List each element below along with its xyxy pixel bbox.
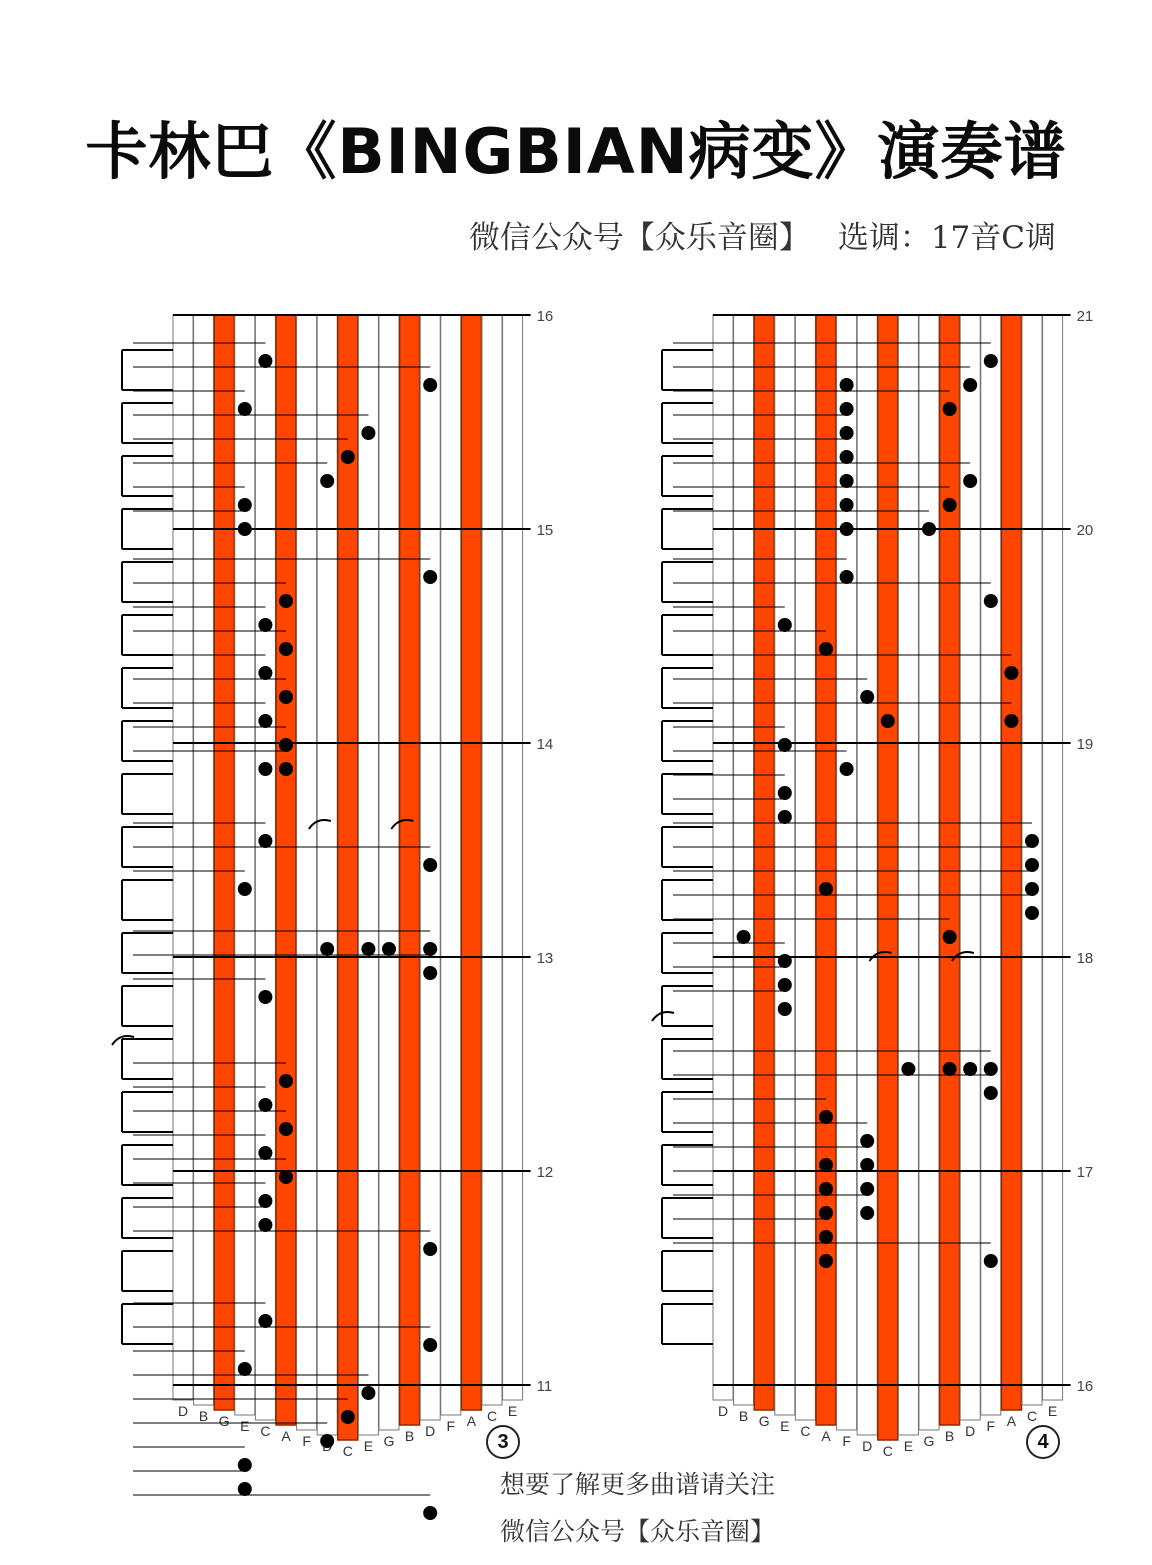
note-dot bbox=[860, 1134, 874, 1148]
beat-bracket bbox=[122, 403, 173, 443]
tine-label: D bbox=[965, 1423, 976, 1439]
note-dot bbox=[943, 402, 957, 416]
note-dot bbox=[860, 1182, 874, 1196]
measure-number: 17 bbox=[1076, 1164, 1094, 1181]
measure-number: 19 bbox=[1076, 736, 1094, 753]
beat-bracket bbox=[662, 456, 713, 496]
note-dot bbox=[238, 882, 252, 896]
beat-bracket bbox=[122, 1092, 173, 1132]
beat-bracket bbox=[662, 1304, 713, 1344]
measure-number: 16 bbox=[536, 308, 554, 325]
note-dot bbox=[258, 834, 272, 848]
note-dot bbox=[361, 426, 375, 440]
tine-label: E bbox=[780, 1418, 790, 1434]
note-dot bbox=[279, 1122, 293, 1136]
subtitle bbox=[441, 212, 1056, 257]
account-label: 微信公众号【众乐音圈】 bbox=[468, 220, 810, 256]
note-dot bbox=[840, 762, 854, 776]
tine-label: A bbox=[821, 1428, 831, 1444]
note-dot bbox=[778, 810, 792, 824]
tine-label: F bbox=[302, 1433, 311, 1449]
measure-number: 20 bbox=[1076, 522, 1094, 539]
note-dot bbox=[238, 1482, 252, 1496]
note-dot bbox=[258, 354, 272, 368]
beat-bracket bbox=[662, 403, 713, 443]
tine-label: D bbox=[862, 1438, 873, 1454]
tine-label: G bbox=[923, 1433, 935, 1449]
tine-a bbox=[461, 315, 481, 1410]
measure-number: 14 bbox=[536, 736, 554, 753]
note-dot bbox=[1025, 858, 1039, 872]
page-number-badge: 3 bbox=[486, 1425, 520, 1459]
note-dot bbox=[320, 942, 334, 956]
note-dot bbox=[423, 378, 437, 392]
beat-bracket bbox=[122, 615, 173, 655]
beat-bracket bbox=[122, 1304, 173, 1344]
note-dot bbox=[258, 618, 272, 632]
beat-bracket bbox=[122, 668, 173, 708]
tine-label: C bbox=[1026, 1408, 1038, 1424]
tine-label: F bbox=[986, 1418, 996, 1434]
tine-c bbox=[482, 315, 502, 1405]
tine-label: B bbox=[944, 1428, 955, 1444]
note-dot bbox=[778, 738, 792, 752]
note-dot bbox=[238, 402, 252, 416]
tine-label: A bbox=[466, 1413, 477, 1429]
tine-c bbox=[795, 315, 815, 1420]
tine-label: D bbox=[425, 1423, 436, 1439]
tine-d bbox=[713, 315, 733, 1400]
measure-number: 16 bbox=[1076, 1378, 1094, 1395]
note-dot bbox=[819, 642, 833, 656]
tine-b bbox=[194, 315, 214, 1405]
tine-c bbox=[338, 315, 358, 1440]
note-dot bbox=[778, 954, 792, 968]
beat-bracket bbox=[662, 774, 713, 814]
tine-g bbox=[754, 315, 774, 1410]
note-dot bbox=[778, 618, 792, 632]
tine-label: G bbox=[758, 1413, 770, 1429]
tine-c bbox=[878, 315, 898, 1440]
beat-bracket bbox=[662, 615, 713, 655]
score-sheet-right bbox=[650, 300, 1130, 1460]
note-dot bbox=[737, 930, 751, 944]
note-dot bbox=[943, 930, 957, 944]
tine-d bbox=[857, 315, 877, 1435]
beat-bracket bbox=[662, 1198, 713, 1238]
footer-follow-text: 想要了解更多曲谱请关注 bbox=[500, 1470, 776, 1499]
beat-bracket bbox=[122, 350, 173, 390]
tine-label: F bbox=[446, 1418, 456, 1434]
tine-label: E bbox=[240, 1418, 250, 1434]
note-dot bbox=[1004, 666, 1018, 680]
note-dot bbox=[860, 1158, 874, 1172]
tine-label: E bbox=[1047, 1403, 1058, 1419]
beat-bracket bbox=[122, 1251, 173, 1291]
measure-number: 21 bbox=[1076, 308, 1094, 325]
note-dot bbox=[840, 498, 854, 512]
tine-e bbox=[358, 315, 378, 1435]
note-dot bbox=[819, 1206, 833, 1220]
note-dot bbox=[423, 570, 437, 584]
beat-bracket bbox=[662, 880, 713, 920]
note-dot bbox=[361, 1386, 375, 1400]
note-dot bbox=[943, 1062, 957, 1076]
beat-bracket bbox=[122, 562, 173, 602]
measure-number: 13 bbox=[536, 950, 554, 967]
note-dot bbox=[881, 714, 895, 728]
note-dot bbox=[984, 354, 998, 368]
tine-label: E bbox=[507, 1403, 518, 1419]
note-dot bbox=[238, 1362, 252, 1376]
note-dot bbox=[258, 1218, 272, 1232]
beat-bracket bbox=[122, 933, 173, 973]
note-dot bbox=[1025, 882, 1039, 896]
note-dot bbox=[238, 1458, 252, 1472]
note-dot bbox=[238, 498, 252, 512]
footer-account-text: 微信公众号【众乐音圈】 bbox=[500, 1517, 776, 1546]
tine-b bbox=[940, 315, 960, 1425]
tine-label: A bbox=[281, 1428, 291, 1444]
note-dot bbox=[258, 1146, 272, 1160]
measure-number: 15 bbox=[536, 522, 554, 539]
tine-label: C bbox=[342, 1443, 353, 1459]
beat-bracket bbox=[122, 774, 173, 814]
note-dot bbox=[778, 978, 792, 992]
tine-e bbox=[898, 315, 918, 1435]
note-dot bbox=[963, 1062, 977, 1076]
note-dot bbox=[860, 1206, 874, 1220]
note-dot bbox=[984, 594, 998, 608]
beat-bracket bbox=[662, 1145, 713, 1185]
tine-e bbox=[503, 315, 523, 1400]
beat-bracket bbox=[122, 509, 173, 549]
note-dot bbox=[423, 1338, 437, 1352]
note-dot bbox=[423, 1506, 437, 1520]
beat-bracket bbox=[122, 986, 173, 1026]
beat-bracket bbox=[122, 1039, 173, 1079]
beat-bracket bbox=[662, 1092, 713, 1132]
tine-label: B bbox=[738, 1408, 749, 1424]
score-svg bbox=[650, 300, 1130, 1460]
beat-bracket bbox=[662, 350, 713, 390]
tine-label: A bbox=[1006, 1413, 1017, 1429]
beat-bracket bbox=[662, 986, 713, 1026]
note-dot bbox=[840, 474, 854, 488]
tine-label: E bbox=[903, 1438, 914, 1454]
note-dot bbox=[258, 714, 272, 728]
note-dot bbox=[279, 1074, 293, 1088]
note-dot bbox=[819, 1110, 833, 1124]
note-dot bbox=[238, 522, 252, 536]
tine-label: B bbox=[404, 1428, 415, 1444]
tine-d bbox=[173, 315, 193, 1400]
note-dot bbox=[341, 1410, 355, 1424]
note-dot bbox=[840, 570, 854, 584]
note-dot bbox=[258, 1194, 272, 1208]
note-dot bbox=[320, 1434, 334, 1448]
note-dot bbox=[341, 450, 355, 464]
tine-b bbox=[400, 315, 420, 1425]
note-dot bbox=[258, 990, 272, 1004]
beat-bracket bbox=[662, 1039, 713, 1079]
note-dot bbox=[778, 786, 792, 800]
tine-f bbox=[441, 315, 461, 1415]
note-dot bbox=[361, 942, 375, 956]
note-dot bbox=[382, 942, 396, 956]
note-dot bbox=[279, 738, 293, 752]
note-dot bbox=[840, 426, 854, 440]
tine-label: C bbox=[260, 1423, 271, 1439]
note-dot bbox=[279, 642, 293, 656]
tine-label: C bbox=[486, 1408, 498, 1424]
tine-e bbox=[775, 315, 795, 1415]
note-dot bbox=[819, 1158, 833, 1172]
tine-g bbox=[379, 315, 399, 1430]
note-dot bbox=[860, 690, 874, 704]
note-dot bbox=[901, 1062, 915, 1076]
note-dot bbox=[423, 942, 437, 956]
beat-bracket bbox=[662, 668, 713, 708]
tine-e bbox=[235, 315, 255, 1415]
note-dot bbox=[840, 450, 854, 464]
note-dot bbox=[943, 498, 957, 512]
page-number-badge: 4 bbox=[1026, 1425, 1060, 1459]
tine-a bbox=[1001, 315, 1021, 1410]
note-dot bbox=[1004, 714, 1018, 728]
page-title: 卡林巴《BINGBIAN病变》演奏谱 bbox=[85, 115, 1067, 188]
note-dot bbox=[819, 1182, 833, 1196]
note-dot bbox=[840, 378, 854, 392]
beat-bracket bbox=[122, 1145, 173, 1185]
note-dot bbox=[963, 474, 977, 488]
tine-label: E bbox=[363, 1438, 374, 1454]
beat-bracket bbox=[122, 880, 173, 920]
score-sheet-left bbox=[110, 300, 590, 1460]
note-dot bbox=[1025, 834, 1039, 848]
tine-label: G bbox=[383, 1433, 395, 1449]
note-dot bbox=[423, 1242, 437, 1256]
tine-c bbox=[255, 315, 275, 1420]
tine-g bbox=[919, 315, 939, 1430]
note-dot bbox=[840, 402, 854, 416]
note-dot bbox=[279, 594, 293, 608]
measure-number: 18 bbox=[1076, 950, 1094, 967]
tine-label: C bbox=[882, 1443, 893, 1459]
note-dot bbox=[984, 1086, 998, 1100]
score-svg bbox=[110, 300, 590, 1460]
note-dot bbox=[423, 966, 437, 980]
note-dot bbox=[279, 762, 293, 776]
note-dot bbox=[778, 1002, 792, 1016]
tine-b bbox=[734, 315, 754, 1405]
note-dot bbox=[258, 1314, 272, 1328]
tine-e bbox=[1043, 315, 1063, 1400]
key-label: 选调：17音C调 bbox=[837, 220, 1056, 256]
tine-label: C bbox=[800, 1423, 811, 1439]
note-dot bbox=[320, 474, 334, 488]
note-dot bbox=[819, 1230, 833, 1244]
tine-f bbox=[297, 315, 317, 1430]
tine-label: G bbox=[218, 1413, 230, 1429]
beat-bracket bbox=[122, 456, 173, 496]
tine-a bbox=[276, 315, 296, 1425]
note-dot bbox=[279, 1170, 293, 1184]
note-dot bbox=[819, 882, 833, 896]
measure-number: 11 bbox=[536, 1378, 553, 1395]
beat-bracket bbox=[662, 562, 713, 602]
tine-g bbox=[214, 315, 234, 1410]
note-dot bbox=[423, 858, 437, 872]
note-dot bbox=[984, 1062, 998, 1076]
beat-bracket bbox=[122, 1198, 173, 1238]
tine-label: D bbox=[717, 1403, 729, 1419]
note-dot bbox=[922, 522, 936, 536]
note-dot bbox=[963, 378, 977, 392]
note-dot bbox=[258, 762, 272, 776]
tine-label: D bbox=[177, 1403, 189, 1419]
note-dot bbox=[279, 690, 293, 704]
note-dot bbox=[1025, 906, 1039, 920]
beat-bracket bbox=[662, 509, 713, 549]
note-dot bbox=[819, 1254, 833, 1268]
measure-number: 12 bbox=[536, 1164, 554, 1181]
tine-label: F bbox=[842, 1433, 851, 1449]
tine-label: B bbox=[198, 1408, 209, 1424]
note-dot bbox=[984, 1254, 998, 1268]
tine-f bbox=[981, 315, 1001, 1415]
note-dot bbox=[258, 1098, 272, 1112]
beat-bracket bbox=[662, 1251, 713, 1291]
note-dot bbox=[258, 666, 272, 680]
note-dot bbox=[840, 522, 854, 536]
